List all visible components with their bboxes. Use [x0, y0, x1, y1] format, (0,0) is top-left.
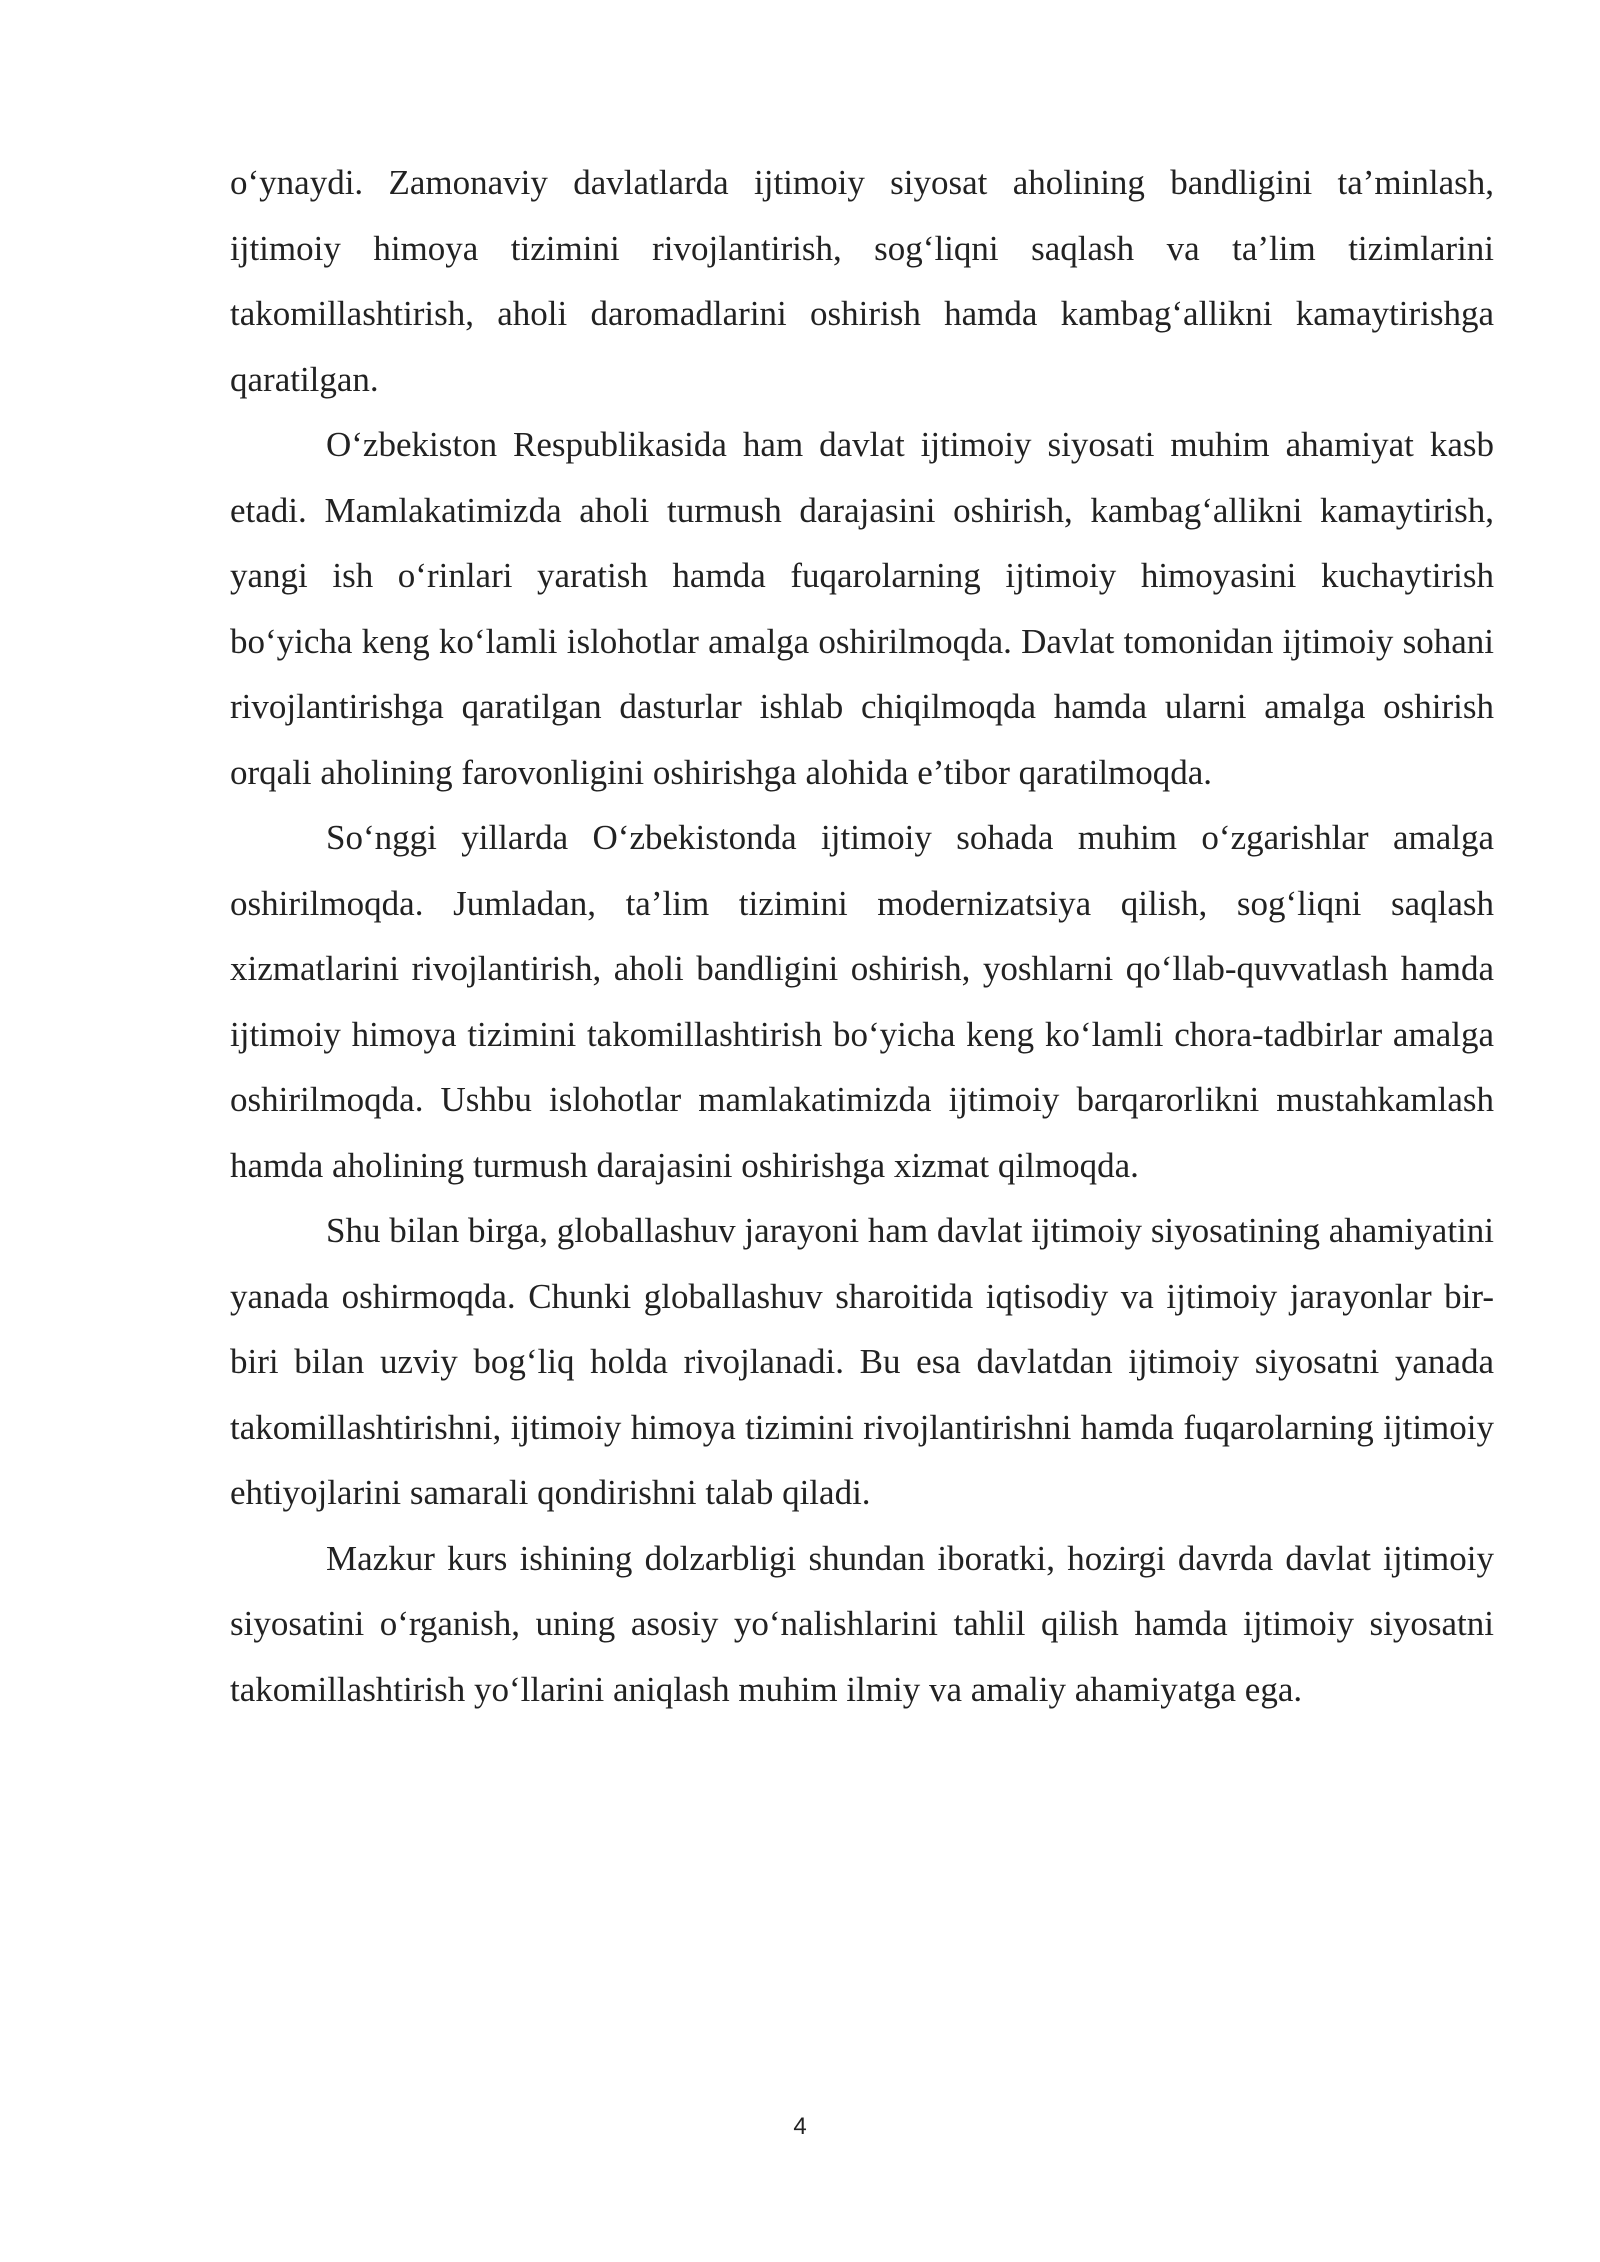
paragraph-recent-reforms: So‘nggi yillarda O‘zbekistonda ijtimoiy sohada muhim o‘zgarishlar amalga oshirilmoqda. Jumladan, ta’lim tizimini modernizatsiya qilish, sog‘liqni saqlash xizmatlarini rivojlantirish, aholi bandligini oshirish, yoshlarni qo‘llab-quvvatlash hamda ijtimoiy himoya tizimini takomillashtirish bo‘yicha keng ko‘lamli chora-tadbirlar amalga oshirilmoqda. Ushbu islohotlar mamlakatimizda ijtimoiy barqarorlikni mustahkamlash hamda aholining turmush darajasini oshirishga xizmat qilmoqda. [230, 818, 1494, 1185]
body-text [230, 150, 1494, 1722]
paragraph-relevance: Mazkur kurs ishining dolzarbligi shundan iboratki, hozirgi davrda davlat ijtimoiy siyosatini o‘rganish, uning asosiy yo‘nalishlarini tahlil qilish hamda ijtimoiy siyosatni takomillashtirish yo‘llarini aniqlash muhim ilmiy va amaliy ahamiyatga ega. [230, 1538, 1494, 1709]
paragraph-globalization: Shu bilan birga, globallashuv jarayoni ham davlat ijtimoiy siyosatining ahamiyatini yanada oshirmoqda. Chunki globallashuv sharoitida iqtisodiy va ijtimoiy jarayonlar bir-biri bilan uzviy bog‘liq holda rivojlanadi. Bu esa davlatdan ijtimoiy siyosatni yanada takomillashtirishni, ijtimoiy himoya tizimini rivojlantirishni hamda fuqarolarning ijtimoiy ehtiyojlarini samarali qondirishni talab qiladi. [230, 1211, 1494, 1512]
page-number: 4 [793, 2113, 807, 2140]
paragraph-uzbekistan-social-policy: O‘zbekiston Respublikasida ham davlat ijtimoiy siyosati muhim ahamiyat kasb etadi. Mamlakatimizda aholi turmush darajasini oshirish, kambag‘allikni kamaytirish, yangi ish o‘rinlari yaratish hamda fuqarolarning ijtimoiy himoyasini kuchaytirish bo‘yicha keng ko‘lamli islohotlar amalga oshirilmoqda. Davlat tomonidan ijtimoiy sohani rivojlantirishga qaratilgan dasturlar ishlab chiqilmoqda hamda ularni amalga oshirish orqali aholining farovonligini oshirishga alohida e’tibor qaratilmoqda. [230, 425, 1494, 792]
paragraph-continuation: o‘ynaydi. Zamonaviy davlatlarda ijtimoiy siyosat aholining bandligini ta’minlash, ijtimoiy himoya tizimini rivojlantirish, sog‘liqni saqlash va ta’lim tizimlarini takomillashtirish, aholi daromadlarini oshirish hamda kambag‘allikni kamaytirishga qaratilgan. [230, 163, 1494, 399]
